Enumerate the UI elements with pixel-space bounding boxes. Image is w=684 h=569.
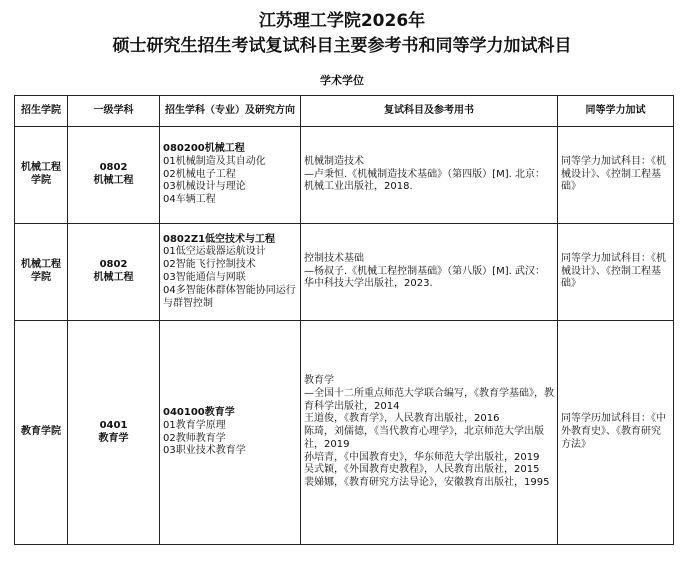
direction-item: 02智能飞行控制技术 [163,259,256,271]
direction-item: 01低空运载器运航设计 [163,246,266,258]
discipline-name: 机械工程 [93,272,134,283]
major-cell [160,224,301,321]
document-title-line1: 江苏理工学院2026年 [258,11,426,31]
column-header-discipline: 一级学科 [68,96,160,127]
major-name: 040100教育学 [163,406,235,418]
column-header-equivalent: 同等学力加试 [558,96,674,127]
major-name: 080200机械工程 [163,143,245,154]
reference-cell [301,321,558,545]
discipline-name: 教育学 [98,432,129,444]
reference-subject: 教育学 [304,374,334,386]
equivalent-cell [558,321,674,545]
equivalent-cell [558,127,674,224]
reference-book: 王道俊，《教育学》，人民教育出版社，2016 [304,413,500,425]
reference-book: 陈琦，刘儒德，《当代教育心理学》，北京师范大学出版社，2019 [304,426,544,450]
equivalent-text: 同等学历加试科目：《中外教育史》、《教育研究方法》 [561,413,666,450]
direction-item: 04车辆工程 [163,194,216,206]
table-row [15,224,674,321]
direction-item: 02机械电子工程 [163,168,236,180]
discipline-code: 0401 [99,419,128,431]
direction-item: 03智能通信与网联 [163,272,246,283]
direction-item: 03机械设计与理论 [163,181,246,193]
reference-cell [301,224,558,321]
reference-book: 吴式颖，《外国教育史教程》，人民教育出版社，2015 [304,464,540,476]
direction-item: 01机械制造及其自动化 [163,155,266,167]
discipline-code: 0802 [99,162,128,174]
direction-item: 02教师教育学 [163,432,226,444]
major-cell [160,127,301,224]
major-name: 0802Z1低空技术与工程 [163,233,276,245]
equivalent-cell [558,224,674,321]
reference-book: —杨叔子.《机械工程控制基础》（第八版）[M]. 武汉：华中科技大学出版社，2023. [304,265,545,290]
reference-cell [301,127,558,224]
table-row [15,127,674,224]
section-subtitle: 学术学位 [320,74,364,87]
discipline-cell [68,127,160,224]
direction-item: 03职业技术教育学 [163,445,246,457]
direction-item: 04多智能体群体智能协同运行与群智控制 [163,284,296,309]
equivalent-text: 同等学力加试科目：《机械设计》、《控制工程基础》 [561,252,666,290]
exam-subjects-table [14,95,674,545]
reference-book: —卢秉恒.《机械制造技术基础》（第四版）[M]. 北京：机械工业出版社，2018. [304,168,545,193]
column-header-major: 招生学科（专业）及研究方向 [160,96,301,127]
reference-book: 孙培青，《中国教育史》，华东师范大学出版社，2019 [304,451,540,463]
document-title-line2: 硕士研究生招生考试复试科目主要参考书和同等学力加试科目 [112,36,572,56]
reference-subject: 控制技术基础 [304,252,364,264]
direction-item: 01教育学原理 [163,419,226,431]
table-header-row [15,96,674,127]
column-header-college: 招生学院 [15,96,68,127]
table-row [15,321,674,545]
discipline-cell [68,321,160,545]
equivalent-text: 同等学力加试科目：《机械设计》、《控制工程基础》 [561,155,666,193]
discipline-cell [68,224,160,321]
college-cell: 教育学院 [15,321,68,545]
discipline-code: 0802 [99,259,128,271]
reference-book: —全国十二所重点师范大学联合编写，《教育学基础》，教育科学出版社，2014 [304,387,554,412]
reference-book: 裴娣娜，《教育研究方法导论》，安徽教育出版社，1995 [304,477,550,489]
major-cell [160,321,301,545]
college-cell: 机械工程学院 [15,127,68,224]
reference-subject: 机械制造技术 [304,155,364,167]
discipline-name: 机械工程 [93,175,134,186]
column-header-reference: 复试科目及参考用书 [301,96,558,127]
college-cell: 机械工程学院 [15,224,68,321]
